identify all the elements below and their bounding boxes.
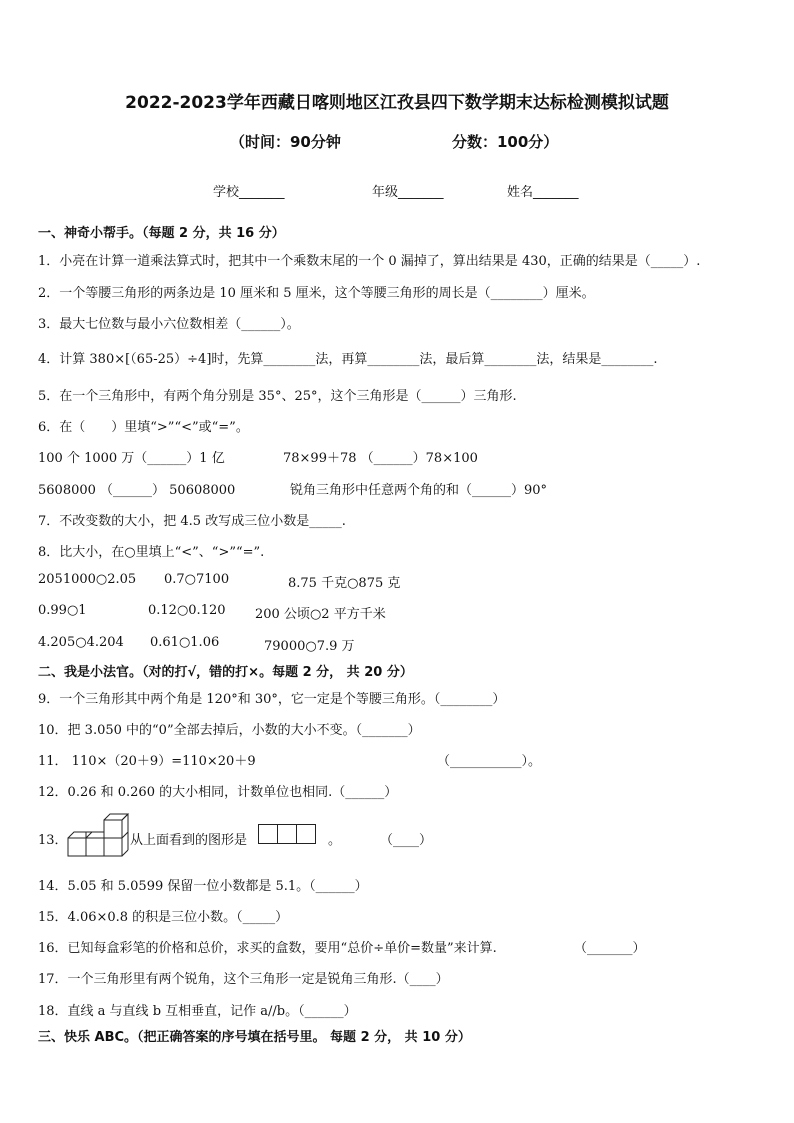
question-13-period: 。	[328, 833, 342, 848]
question-13-number: 13．	[38, 833, 68, 848]
page-title: 2022-2023学年西藏日喀则地区江孜县四下数学期末达标检测模拟试题	[125, 93, 669, 113]
question-16: 16．已知每盒彩笔的价格和总价，求买的盒数，要用“总价÷单价=数量”来计算.	[38, 941, 497, 956]
question-9: 9．一个三角形其中两个角是 120°和 30°，它一定是个等腰三角形。（________）	[38, 692, 506, 707]
q8-item: 2051000○2.05	[38, 572, 137, 587]
school-field: 学校_______	[213, 185, 285, 200]
q8-item: 200 公顷○2 平方千米	[255, 607, 386, 622]
top-view-figure	[258, 824, 324, 844]
section-3-heading: 三、快乐 ABC。（把正确答案的序号填在括号里。 每题 2 分， 共 10 分）	[38, 1030, 471, 1045]
question-4: 4．计算 380×[（65-25）÷4]时，先算________法，再算________法，最后算________法，结果是________.	[38, 352, 658, 367]
q6-item: 78×99＋78 （______）78×100	[283, 451, 478, 466]
square-cell	[278, 824, 297, 844]
exam-time: （时间：90分钟	[230, 133, 341, 151]
q8-item: 0.99○1	[38, 603, 87, 618]
q6-item: 锐角三角形中任意两个角的和（______）90°	[290, 483, 548, 498]
question-7: 7．不改变数的大小，把 4.5 改写成三位小数是_____.	[38, 514, 346, 529]
question-6: 6．在（ ）里填“>”“<”或“=”。	[38, 420, 249, 435]
question-13-text: 从上面看到的图形是	[130, 833, 248, 848]
q8-item: 0.12○0.120	[148, 603, 226, 618]
q6-item: 100 个 1000 万（______）1 亿	[38, 451, 225, 466]
question-17: 17．一个三角形里有两个锐角，这个三角形一定是锐角三角形.（____）	[38, 972, 449, 987]
q8-item: 4.205○4.204	[38, 635, 124, 650]
section-1-heading: 一、神奇小帮手。（每题 2 分，共 16 分）	[38, 226, 285, 241]
grade-field: 年级_______	[372, 185, 444, 200]
question-14: 14．5.05 和 5.0599 保留一位小数都是 5.1。（______）	[38, 879, 368, 894]
name-field: 姓名_______	[507, 185, 579, 200]
cube-figure	[66, 808, 130, 860]
q8-item: 79000○7.9 万	[264, 639, 355, 654]
question-10: 10．把 3.050 中的“0”全部去掉后，小数的大小不变。（_______）	[38, 723, 421, 738]
question-18: 18．直线 a 与直线 b 互相垂直，记作 a//b。（______）	[38, 1004, 357, 1019]
question-15: 15．4.06×0.8 的积是三位小数。（_____）	[38, 910, 289, 925]
q8-item: 8.75 千克○875 克	[288, 576, 401, 591]
q8-item: 0.61○1.06	[150, 635, 220, 650]
question-11-blank: （___________）。	[437, 754, 542, 769]
question-8: 8．比大小，在○里填上“<”、“>”“=”.	[38, 545, 265, 560]
question-13-blank: （____）	[380, 833, 433, 848]
question-5: 5．在一个三角形中，有两个角分别是 35°、25°，这个三角形是（______）三角形.	[38, 389, 517, 404]
question-11: 11． 110×（20＋9）=110×20＋9	[38, 754, 256, 769]
q8-item: 0.7○7100	[164, 572, 230, 587]
question-2: 2．一个等腰三角形的两条边是 10 厘米和 5 厘米，这个等腰三角形的周长是（________）厘米。	[38, 286, 595, 301]
square-cell	[258, 824, 278, 844]
question-1: 1．小亮在计算一道乘法算式时，把其中一个乘数末尾的一个 0 漏掉了，算出结果是 430，正确的结果是（_____）.	[38, 254, 701, 269]
question-3: 3．最大七位数与最小六位数相差（______）。	[38, 317, 300, 332]
exam-score: 分数：100分）	[452, 133, 559, 151]
square-cell	[297, 824, 316, 844]
section-2-heading: 二、我是小法官。（对的打√，错的打×。每题 2 分， 共 20 分）	[38, 665, 413, 680]
question-16-blank: （_______）	[574, 941, 646, 956]
question-12: 12．0.26 和 0.260 的大小相同，计数单位也相同.（______）	[38, 785, 398, 800]
q6-item: 5608000 （______） 50608000	[38, 483, 236, 498]
